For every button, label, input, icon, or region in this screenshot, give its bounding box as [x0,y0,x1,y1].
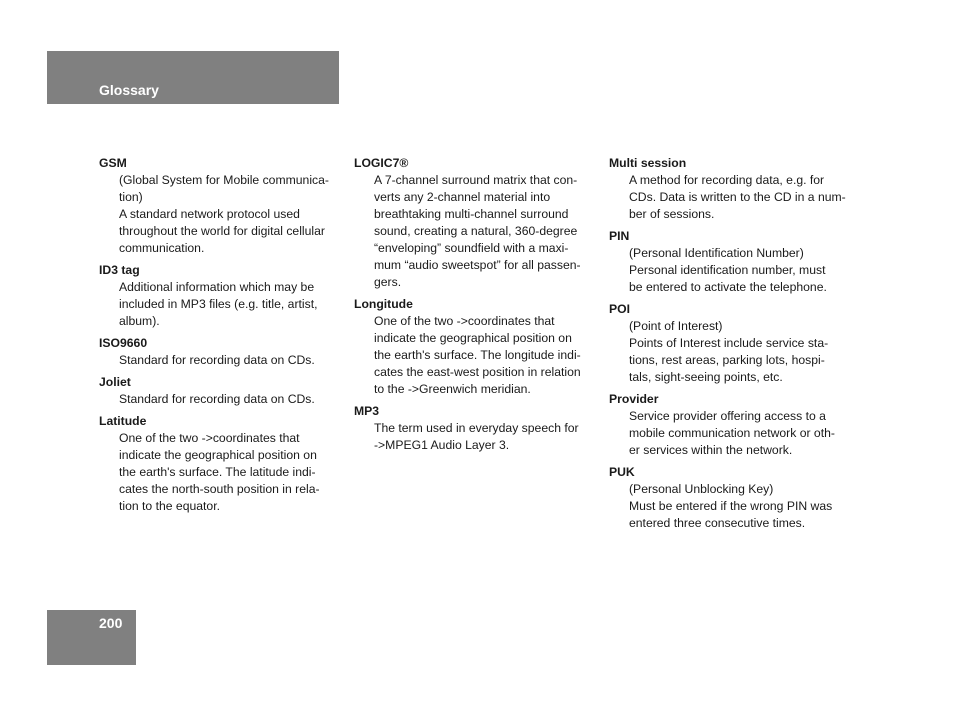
definition-line: cates the north-south position in rela- [119,482,320,496]
glossary-term: MP3 [354,404,380,418]
definition-line: Points of Interest include service sta- [629,336,829,350]
definition-line: gers. [374,275,402,289]
glossary-definition [609,172,849,223]
glossary-definition [99,391,339,408]
definition-line: the earth's surface. The longitude indi- [374,348,581,362]
definition-line: throughout the world for digital cellular [119,224,325,238]
definition-line: A standard network protocol used [119,207,300,221]
glossary-definition [609,318,849,386]
definition-line: Standard for recording data on CDs. [119,392,315,406]
definition-line: sound, creating a natural, 360-degree [374,224,578,238]
definition-line: One of the two ->coordinates that [374,314,555,328]
glossary-entry [99,155,339,257]
glossary-column-3 [609,155,849,537]
glossary-entry [609,155,849,223]
definition-line: (Personal Unblocking Key) [629,482,774,496]
definition-line: Standard for recording data on CDs. [119,353,315,367]
glossary-entry [609,228,849,296]
glossary-entry [609,391,849,459]
definition-line: tion to the equator. [119,499,220,513]
glossary-definition [99,430,339,515]
definition-line: One of the two ->coordinates that [119,431,300,445]
glossary-entry [354,155,594,291]
glossary-entry [99,335,339,369]
definition-line: ber of sessions. [629,207,715,221]
definition-line: Additional information which may be [119,280,315,294]
glossary-term: PUK [609,465,635,479]
definition-line: verts any 2-channel material into [374,190,551,204]
glossary-entry [99,413,339,515]
definition-line: (Point of Interest) [629,319,723,333]
glossary-term: Provider [609,392,659,406]
glossary-term: Multi session [609,156,687,170]
glossary-definition [354,313,594,398]
glossary-term: Joliet [99,375,131,389]
definition-line: tion) [119,190,143,204]
glossary-column-1 [99,155,339,520]
glossary-entry [609,464,849,532]
glossary-column-2 [354,155,594,459]
definition-line: A 7-channel surround matrix that con- [374,173,578,187]
glossary-term: Latitude [99,414,147,428]
glossary-entry [354,403,594,454]
definition-line: “enveloping” soundfield with a maxi- [374,241,569,255]
definition-line: breathtaking multi-channel surround [374,207,569,221]
glossary-term: PIN [609,229,630,243]
definition-line: the earth's surface. The latitude indi- [119,465,316,479]
glossary-entry [609,301,849,386]
definition-line: The term used in everyday speech for [374,421,579,435]
glossary-definition [354,420,594,454]
definition-line: to the ->Greenwich meridian. [374,382,531,396]
glossary-term: Longitude [354,297,413,311]
definition-line: be entered to activate the telephone. [629,280,827,294]
definition-line: entered three consecutive times. [629,516,806,530]
glossary-definition [354,172,594,291]
glossary-definition [609,245,849,296]
page-number: 200 [99,615,123,631]
glossary-definition [609,481,849,532]
glossary-definition [99,279,339,330]
definition-line: communication. [119,241,205,255]
definition-line: indicate the geographical position on [119,448,317,462]
definition-line: Must be entered if the wrong PIN was [629,499,833,513]
definition-line: Service provider offering access to a [629,409,826,423]
definition-line: A method for recording data, e.g. for [629,173,825,187]
glossary-term: POI [609,302,630,316]
definition-line: ->MPEG1 Audio Layer 3. [374,438,510,452]
definition-line: (Personal Identification Number) [629,246,804,260]
glossary-entry [99,262,339,330]
glossary-term: ID3 tag [99,263,140,277]
definition-line: CDs. Data is written to the CD in a num- [629,190,846,204]
definition-line: er services within the network. [629,443,793,457]
glossary-term: GSM [99,156,127,170]
definition-line: cates the east-west position in relation [374,365,581,379]
definition-line: indicate the geographical position on [374,331,572,345]
section-title: Glossary [99,82,159,98]
glossary-definition [99,172,339,257]
definition-line: tions, rest areas, parking lots, hospi- [629,353,825,367]
glossary-term: LOGIC7® [354,156,409,170]
glossary-term: ISO9660 [99,336,148,350]
glossary-entry [354,296,594,398]
page-number-box [47,610,136,665]
glossary-definition [99,352,339,369]
definition-line: album). [119,314,160,328]
glossary-definition [609,408,849,459]
definition-line: included in MP3 files (e.g. title, artist, [119,297,318,311]
definition-line: mobile communication network or oth- [629,426,835,440]
glossary-entry [99,374,339,408]
definition-line: mum “audio sweetspot” for all passen- [374,258,581,272]
definition-line: (Global System for Mobile communica- [119,173,329,187]
definition-line: Personal identification number, must [629,263,826,277]
definition-line: tals, sight-seeing points, etc. [629,370,783,384]
header-bar [47,51,339,104]
